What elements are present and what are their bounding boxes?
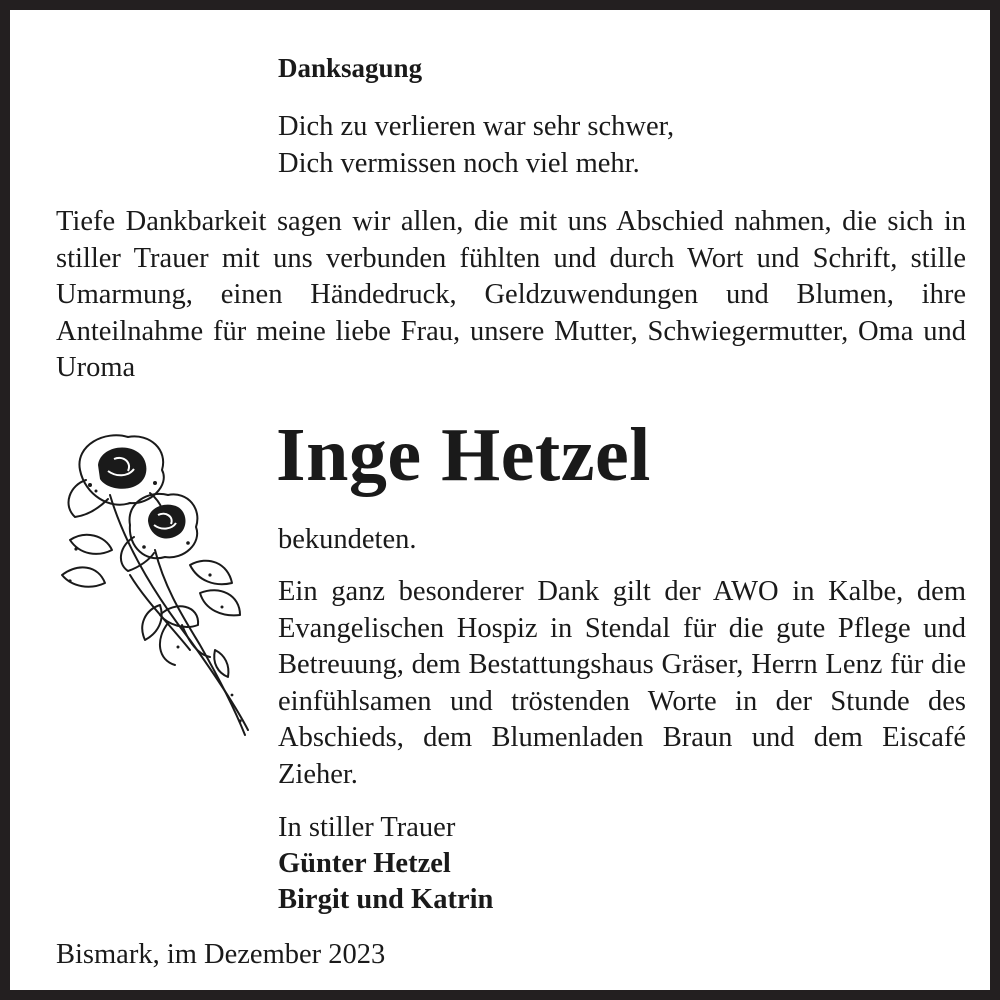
place-date: Bismark, im Dezember 2023 [56, 939, 386, 970]
notice-heading: Danksagung [278, 53, 423, 83]
intro-paragraph: Tiefe Dankbarkeit sagen wir allen, die mit uns Abschied nahmen, die sich in stiller Trauer mit uns verbunden fühlten und durch Wort und Schrift, stille Umarmung, einen Händedruck, Geldzuwendungen und Blumen, ihre Anteilnahme für meine liebe Frau, unsere Mutter, Schwiegermutter, Oma und Uroma [56, 206, 966, 383]
signature-name-2: Birgit und Katrin [278, 884, 494, 915]
verse-line-1: Dich zu verlieren war sehr schwer, [278, 111, 675, 142]
continuation-text: bekundeten. [278, 524, 417, 555]
special-thanks-paragraph: Ein ganz besonderer Dank gilt der AWO in Kalbe, dem Evangelischen Hospiz in Stendal für die gute Pflege und Betreuung, dem Bestattungshaus Gräser, Herrn Lenz für die einfühlsamen und tröstenden Worte in der Stunde des Abschieds, dem Blumenladen Braun und dem Eiscafé Zieher. [278, 576, 966, 790]
signature-name-1: Günter Hetzel [278, 848, 451, 879]
verse-line-2: Dich vermissen noch viel mehr. [278, 147, 640, 179]
signature-opening: In stiller Trauer [278, 812, 456, 843]
deceased-name: Inge Hetzel [276, 413, 651, 497]
roses-icon [50, 425, 260, 745]
verse [278, 109, 674, 182]
